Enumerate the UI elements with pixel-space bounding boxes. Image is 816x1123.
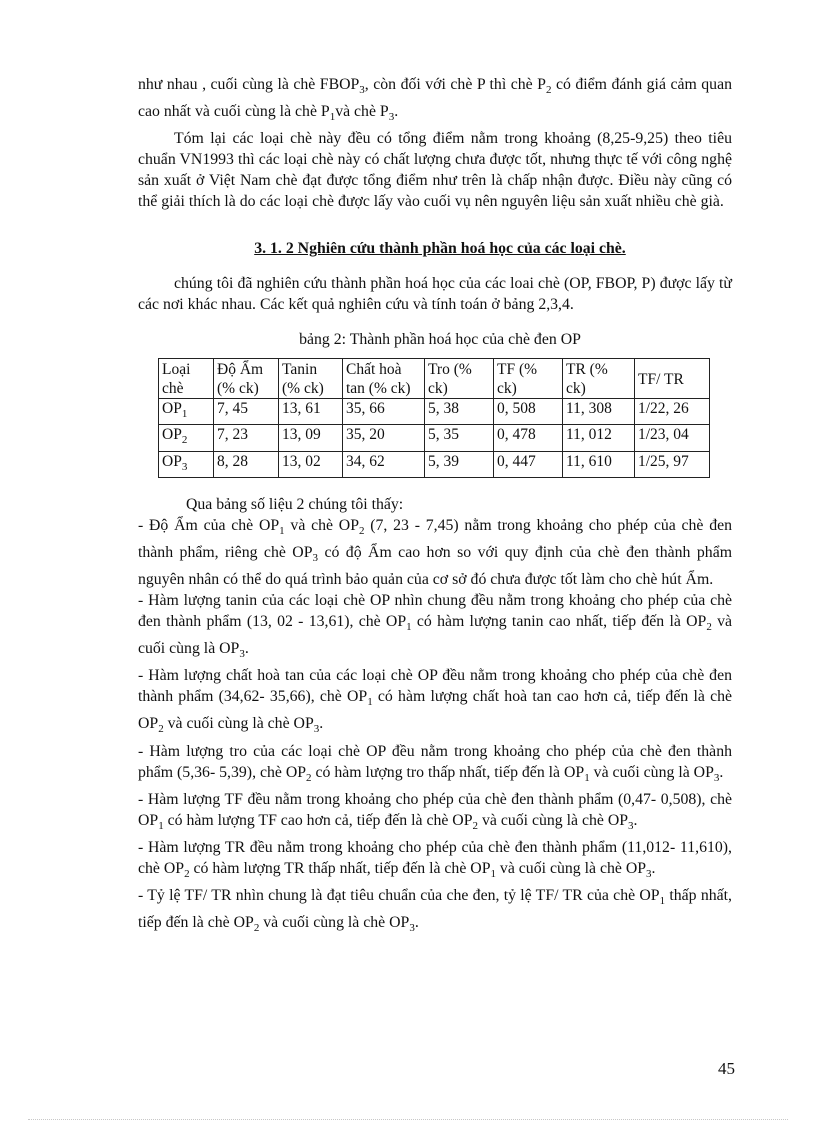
table-cell: 13, 09 xyxy=(279,425,343,451)
paragraph-intro: chúng tôi đã nghiên cứu thành phần hoá học của các loai chè (OP, FBOP, P) được lấy từ các nơi khác nhau. Các kết quả nghiên cứu và tính toán ở bảng 2,3,4. xyxy=(138,275,732,314)
table-cell: 5, 35 xyxy=(425,425,494,451)
table-cell: 5, 38 xyxy=(425,399,494,425)
table-cell: 5, 39 xyxy=(425,451,494,477)
table-cell: 13, 61 xyxy=(279,399,343,425)
page-bottom-divider xyxy=(28,1119,788,1120)
table-row xyxy=(159,451,710,477)
analysis-bullet-tanin: - Hàm lượng tanin của các loại chè OP nhìn chung đều nằm trong khoảng cho phép của chè đen thành phẩm (13, 02 - 13,61), chè $OP_1$ có hàm lượng tanin cao nhất, tiếp đến là $OP_2$ và cuối cùng là $OP_3$. xyxy=(138,591,732,661)
header-cell: Độ Ẩm (% ck) xyxy=(214,359,279,399)
row-label: $OP_1$ xyxy=(159,399,214,425)
paragraph-summary: Tóm lại các loại chè này đều có tổng điểm nằm trong khoảng (8,25-9,25) theo tiêu chuẩn VN1993 thì các loại chè này có chất lượng chưa được tốt, nhưng thực tế với công nghệ sản xuất ở Việt Nam chè đạt được tổng điểm như trên là chấp nhận được. Điều này cũng có thể giải thích là do các loại chè được lấy vào cuối vụ nên nguyên liệu sản xuất nhiều chè già. xyxy=(138,130,732,211)
table-cell: 11, 012 xyxy=(563,425,635,451)
analysis-bullet-tr: - Hàm lượng TR đều nằm trong khoảng cho phép của chè đen thành phẩm (11,012- 11,610), chè $OP_2$ có hàm lượng TR thấp nhất, tiếp đến là chè $OP_1$ và cuối cùng là chè $OP_3$. xyxy=(138,838,732,880)
table-cell: 35, 66 xyxy=(343,399,425,425)
table-cell: 1/22, 26 xyxy=(635,399,710,425)
analysis-bullet-moisture: - Độ Ẩm của chè $OP_1$ và chè $OP_2$ (7, 23 - 7,45) nằm trong khoảng cho phép của chè đen thành phẩm, riêng chè $OP_3$ có độ Ẩm cao hơn so với quy định của chè đen thành phẩm nguyên nhân có thể do quá trình bảo quản của cơ sở đó chưa được tốt làm cho chè hút Ẩm. xyxy=(138,516,733,588)
header-cell: Chất hoà tan (% ck) xyxy=(343,359,425,399)
table-cell: 0, 478 xyxy=(494,425,563,451)
table-cell: 8, 28 xyxy=(214,451,279,477)
header-cell: Loại chè xyxy=(159,359,214,399)
analysis-bullet-soluble: - Hàm lượng chất hoà tan của các loại chè OP đều nằm trong khoảng cho phép của chè đen thành phẩm (34,62- 35,66), chè $OP_1$ có hàm lượng chất hoà tan cao hơn cả, tiếp đến là chè $OP_2$ và cuối cùng là chè $OP_3$. xyxy=(138,667,732,736)
table-cell: 35, 20 xyxy=(343,425,425,451)
header-cell: TR (% ck) xyxy=(563,359,635,399)
table-cell: 1/23, 04 xyxy=(635,425,710,451)
chemical-composition-table xyxy=(158,358,710,477)
section-heading: 3. 1. 2 Nghiên cứu thành phần hoá học của các loại chè. xyxy=(254,240,626,258)
table-cell: 11, 610 xyxy=(563,451,635,477)
table-row xyxy=(159,399,710,425)
header-cell: TF/ TR xyxy=(635,359,710,399)
table-cell: 34, 62 xyxy=(343,451,425,477)
table-cell: 0, 447 xyxy=(494,451,563,477)
analysis-lead: Qua bảng số liệu 2 chúng tôi thấy: xyxy=(186,495,404,513)
table-cell: 0, 508 xyxy=(494,399,563,425)
row-label: $OP_3$ xyxy=(159,451,214,477)
table-cell: 7, 23 xyxy=(214,425,279,451)
row-label: $OP_2$ xyxy=(159,425,214,451)
analysis-bullet-ratio: - Tỷ lệ TF/ TR nhìn chung là đạt tiêu chuẩn của che đen, tỷ lệ TF/ TR của chè $OP_1$ thấp nhất, tiếp đến là chè $OP_2$ và cuối cùng là chè $OP_3$. xyxy=(138,887,733,935)
document-page xyxy=(138,74,732,939)
table-cell: 7, 45 xyxy=(214,399,279,425)
table-caption: bảng 2: Thành phần hoá học của chè đen OP xyxy=(299,331,581,349)
table-header-row xyxy=(159,359,710,399)
header-cell: Tro (% ck) xyxy=(425,359,494,399)
table-row xyxy=(159,425,710,451)
header-cell: TF (% ck) xyxy=(494,359,563,399)
table-cell: 1/25, 97 xyxy=(635,451,710,477)
page-number: 45 xyxy=(718,1059,735,1078)
table-cell: 11, 308 xyxy=(563,399,635,425)
paragraph-continued: như nhau , cuối cùng là chè $FBOP_3$, còn đối với chè P thì chè $P_2$ có điểm đánh giá cảm quan cao nhất và cuối cùng là chè $P_1và$ chè $P_3$. xyxy=(138,76,732,124)
header-cell: Tanin (% ck) xyxy=(279,359,343,399)
analysis-bullet-ash: - Hàm lượng tro của các loại chè OP đều nằm trong khoảng cho phép của chè đen thành phẩm (5,36- 5,39), chè $OP_2$ có hàm lượng tro thấp nhất, tiếp đến là $OP_1$ và cuối cùng là $OP_3$. xyxy=(138,742,732,784)
analysis-bullet-tf: - Hàm lượng TF đều nằm trong khoảng cho phép của chè đen thành phẩm (0,47- 0,508), chè $OP_1$ có hàm lượng TF cao hơn cả, tiếp đến là chè $OP_2$ và cuối cùng là chè $OP_3$. xyxy=(138,790,732,832)
table-cell: 13, 02 xyxy=(279,451,343,477)
